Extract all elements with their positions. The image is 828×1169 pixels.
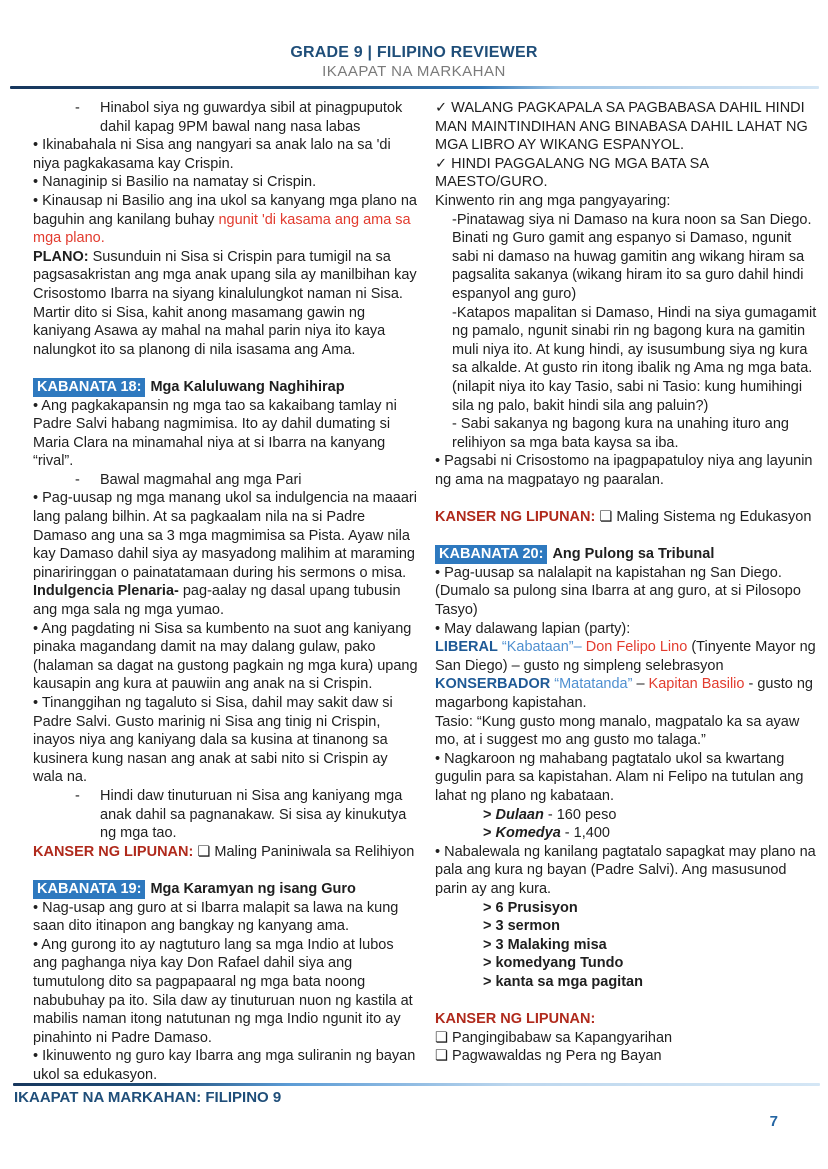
- chapter-title: Mga Kaluluwang Naghihirap: [150, 378, 345, 395]
- spacer: [33, 359, 418, 378]
- spacer: [435, 1066, 819, 1083]
- paragraph: [33, 1047, 418, 1083]
- spacer: [435, 527, 819, 546]
- paragraph: [483, 917, 819, 936]
- text-run: Komedya: [495, 825, 561, 842]
- text-run: >: [483, 825, 496, 842]
- text-run: “Kabataan”–: [501, 639, 582, 656]
- footer-divider: [13, 1083, 820, 1086]
- text-run: • Nanaginip si Basilio na namatay si Crispin.: [33, 174, 317, 191]
- paragraph: [435, 620, 819, 639]
- paragraph: [33, 899, 418, 936]
- header-divider: [10, 86, 819, 89]
- paragraph: [33, 248, 418, 360]
- text-run: • Ang pagkakapansin ng mga tao sa kakaibang tamlay ni Padre Salvi habang nagmimisa. Ito ay dahil dumating si Maria Clara na minamahal niya at si Ibarra na kanyang “rival”.: [33, 397, 397, 470]
- paragraph: [483, 973, 819, 992]
- text-run: –: [632, 676, 649, 693]
- paragraph: [483, 899, 819, 918]
- paragraph: [33, 694, 418, 787]
- left-column: [33, 99, 418, 1083]
- paragraph: [435, 638, 819, 675]
- text-run: > komedyang Tundo: [483, 955, 624, 972]
- chapter-heading: [33, 880, 418, 899]
- paragraph: [435, 1029, 819, 1048]
- text-run: >: [483, 806, 496, 823]
- text-run: Kapitan Basilio: [648, 676, 745, 693]
- paragraph: [435, 192, 819, 211]
- paragraph-text: [100, 99, 418, 136]
- paragraph: [33, 192, 418, 248]
- text-run: Bawal magmahal ang mga Pari: [100, 471, 302, 488]
- paragraph: [33, 582, 418, 619]
- paragraph: [435, 713, 819, 750]
- text-run: > 6 Prusisyon: [483, 899, 578, 916]
- text-run: -Katapos mapalitan si Damaso, Hindi na siya gumagamit ng pamalo, ngunit sinabi rin ng bagong kura na gamitin muli niya ito. At kung hindi, ay isusumbung siya ng kura sa alkalde. At gusto rin itong ibalik ng Ama ng mga bata. (nilapit niya ito kay Tasio, sabi ni Tasio: kung humihingi sila ng palo, bakit hindi sila ang paluin?): [452, 304, 817, 414]
- paragraph: [33, 620, 418, 694]
- paragraph: [452, 304, 819, 416]
- chapter-label: KABANATA 20:: [435, 545, 547, 564]
- text-run: Susunduin ni Sisa si Crispin para tumigil na sa pagsasakristan ang mga anak upang sila ay manilbihan kay Crisostomo Ibarra na siyang kinalulungkot naman ni Sisa. Martir dito si Sisa, kahit anong masamang gawin ng kaniyang Asawa ay mahal na mahal parin niya ito kaya nalungkot ito sa planong di nila isasama ang Ama.: [33, 248, 417, 358]
- text-run: - 160 peso: [543, 806, 617, 823]
- text-run: • Pag-uusap ng mga manang ukol sa indulgencia na maaari lang palang bilhin. At sa pagkaalam nila na si Padre Damaso ang una sa 3 mga magmimisa sa Pista. Ayaw nila kay Damaso dahil siya ay masyadong malihim at maraming pinariringgan o painatatamaan during his sermons o misa.: [33, 490, 417, 581]
- page-number: 7: [769, 1113, 778, 1130]
- paragraph: [33, 397, 418, 471]
- text-run: • Nagkaroon ng mahabang pagtatalo ukol sa kwartang gugulin para sa kapistahan. Alam ni Felipo na tutulan ang lahat ng plano ng kabataan.: [435, 750, 804, 804]
- paragraph: [435, 99, 819, 155]
- paragraph: [33, 99, 418, 136]
- paragraph: [452, 415, 819, 452]
- paragraph: [435, 452, 819, 489]
- text-run: ngunit 'di kasama ang ama sa mga plano.: [33, 211, 411, 247]
- document-subtitle: IKAAPAT NA MARKAHAN: [322, 63, 506, 80]
- text-run: ❏ Pagwawaldas ng Pera ng Bayan: [435, 1048, 662, 1065]
- paragraph: [33, 489, 418, 582]
- text-run: - Sabi sakanya ng bagong kura na unahing ituro ang relihiyon sa mga bata kaysa sa iba.: [452, 416, 789, 451]
- text-run: ❏ Pangingibabaw sa Kapangyarihan: [435, 1029, 673, 1046]
- text-run: “Matatanda”: [554, 676, 633, 693]
- paragraph: [435, 1047, 819, 1066]
- paragraph: [33, 843, 418, 862]
- chapter-label: KABANATA 19:: [33, 880, 145, 899]
- paragraph: [435, 750, 819, 806]
- text-run: • Nag-usap ang guro at si Ibarra malapit sa lawa na kung saan dito itinapon ang bangkay ng kanyang ama.: [33, 899, 399, 935]
- text-run: (Tinyente Mayor ng San Diego) – gusto ng simpleng selebrasyon: [435, 639, 816, 674]
- text-run: KONSERBADOR: [435, 676, 551, 693]
- text-run: Kinwento rin ang mga pangyayaring:: [435, 192, 671, 209]
- text-run: • Ang gurong ito ay nagtuturo lang sa mga Indio at lubos ang paghanga niya kay Don Rafael dahil siya ang tumutulong dito sa pagpapaaral ng mga bata noong nabubuhay pa ito. Sila daw ay tinuturuan nuon ng kastila at mabilis naman itong natutunan ng mga Indio ngunit ito ay pinahinto ni Padre Damaso.: [33, 936, 413, 1046]
- text-run: > kanta sa mga pagitan: [483, 973, 643, 990]
- paragraph: [483, 936, 819, 955]
- text-run: • Nabalewala ng kanilang pagtatalo sapagkat may plano na pala ang kura ng bayan (Padre Salvi). Ang masusunod parin ay ang kura.: [435, 843, 816, 897]
- text-run: - gusto ng magarbong kapistahan.: [435, 676, 813, 711]
- text-run: • Kinausap ni Basilio ang ina ukol sa kanyang mga plano na baguhin ang kanilang buhay: [33, 192, 417, 228]
- text-run: Indulgencia Plenaria-: [33, 583, 179, 600]
- text-run: • May dalawang lapian (party):: [435, 620, 631, 637]
- paragraph: [435, 1010, 819, 1029]
- right-column: [435, 99, 819, 1083]
- paragraph: [452, 211, 819, 304]
- text-run: LIBERAL: [435, 639, 498, 656]
- text-run: KANSER NG LIPUNAN:: [435, 1011, 596, 1028]
- text-run: • Pagsabi ni Crisostomo na ipagpapatuloy niya ang layunin ng ama na magpatayo ng paaralan.: [435, 453, 813, 488]
- text-run: pag-aalay ng dasal upang tubusin ang mga sala ng mga yumao.: [33, 583, 401, 619]
- paragraph-text: [100, 787, 418, 843]
- text-run: ✓ HINDI PAGGALANG NG MGA BATA SA MAESTO/GURO.: [435, 155, 709, 191]
- spacer: [435, 992, 819, 1011]
- paragraph: [33, 936, 418, 1048]
- dash-marker: -: [75, 787, 80, 804]
- text-run: ❏ Maling Paniniwala sa Relihiyon: [197, 843, 415, 860]
- text-run: PLANO:: [33, 248, 89, 265]
- text-run: • Pag-uusap sa nalalapit na kapistahan ng San Diego. (Dumalo sa pulong sina Ibarra at ang guro, at si Pilosopo Tasyo): [435, 564, 801, 619]
- text-run: Hindi daw tinuturuan ni Sisa ang kaniyang mga anak dahil sa pagnanakaw. Si sisa ay kinukutya ng mga tao.: [100, 787, 407, 842]
- document-title: GRADE 9 | FILIPINO REVIEWER: [290, 44, 538, 61]
- paragraph: [435, 155, 819, 192]
- spacer: [33, 861, 418, 880]
- dash-marker: -: [75, 471, 80, 488]
- text-run: • Ikinuwento ng guro kay Ibarra ang mga suliranin ng bayan ukol sa edukasyon.: [33, 1048, 416, 1083]
- chapter-title: Mga Karamyan ng isang Guro: [150, 880, 356, 897]
- chapter-heading: [435, 545, 819, 564]
- footer-label: IKAAPAT NA MARKAHAN: FILIPINO 9: [14, 1089, 282, 1106]
- text-run: • Ang pagdating ni Sisa sa kumbento na suot ang kaniyang pinaka magandang damit na may dalang gulaw, pako (halaman sa dagat na gustong pagkain ng mga kura) upang kausapin ang kura at pauwiin ang anak na si Crispin.: [33, 620, 418, 693]
- text-run: > 3 sermon: [483, 918, 560, 935]
- text-run: KANSER NG LIPUNAN:: [33, 843, 198, 860]
- text-run: Dulaan: [495, 806, 544, 823]
- paragraph: [33, 173, 418, 192]
- paragraph-text: [100, 471, 418, 490]
- spacer: [435, 489, 819, 508]
- text-run: - 1,400: [560, 825, 610, 842]
- dash-marker: -: [75, 100, 80, 116]
- paragraph: [435, 508, 819, 527]
- text-run: ❏ Maling Sistema ng Edukasyon: [599, 509, 812, 526]
- paragraph: [33, 471, 418, 490]
- text-run: ✓ WALANG PAGKAPALA SA PAGBABASA DAHIL HINDI MAN MAINTINDIHAN ANG BINABASA DAHIL LAHAT NG MGA LIBRO AY WIKANG ESPANYOL.: [435, 100, 808, 154]
- text-run: Don Felipo Lino: [585, 639, 688, 656]
- paragraph: [435, 675, 819, 712]
- chapter-title: Ang Pulong sa Tribunal: [552, 546, 715, 563]
- paragraph: [483, 806, 819, 825]
- text-run: Hinabol siya ng guwardya sibil at pinagpuputok dahil kapag 9PM bawal nang nasa labas: [100, 100, 403, 135]
- document-body: [33, 99, 819, 1083]
- text-run: > 3 Malaking misa: [483, 936, 607, 953]
- paragraph: [483, 824, 819, 843]
- paragraph: [33, 136, 418, 173]
- chapter-heading: [33, 378, 418, 397]
- paragraph: [435, 843, 819, 899]
- paragraph: [33, 787, 418, 843]
- text-run: Tasio: “Kung gusto mong manalo, magpatalo ka sa ayaw mo, at i suggest mo ang gusto mo talaga.”: [435, 713, 800, 749]
- chapter-label: KABANATA 18:: [33, 378, 145, 397]
- text-run: • Ikinabahala ni Sisa ang nangyari sa anak lalo na sa 'di niya pagkakasama kay Crispin.: [33, 137, 391, 172]
- paragraph: [483, 954, 819, 973]
- text-run: KANSER NG LIPUNAN:: [435, 509, 600, 526]
- text-run: -Pinatawag siya ni Damaso na kura noon sa San Diego. Binati ng Guro gamit ang espanyo si Damaso, ngunit sabi ni damaso na huwag gamitin ang wikang hiram sa pagsalita sakanya (wikang hiram ito sa guro dahil hindi espanyol ang guro): [452, 211, 812, 302]
- text-run: • Tinanggihan ng tagaluto si Sisa, dahil may sakit daw si Padre Salvi. Gusto marinig ni Sisa ang tinig ni Crispin, inayos niya ang kaniyang dala sa kusina at tinanong sa kusinera kung nasan ang anak at sabi nito si Crispin ay wala na.: [33, 695, 393, 786]
- paragraph: [435, 564, 819, 620]
